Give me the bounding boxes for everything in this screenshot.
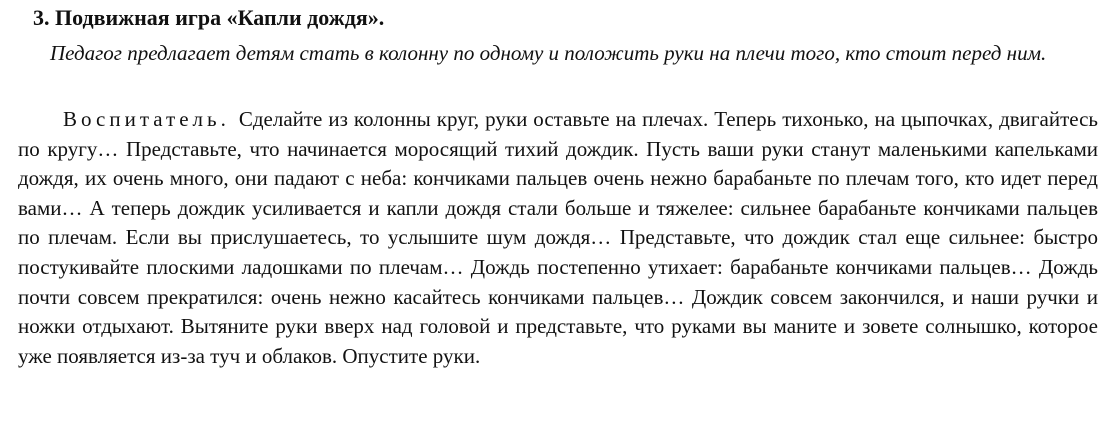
teacher-instruction: Педагог предлагает детям стать в колонну по одному и положить руки на плечи того, кто стоит перед ним. xyxy=(50,41,1047,65)
speech-text: Сделайте из колонны круг, руки оставьте на плечах. Теперь тихонько, на цыпочках, двигайтесь по кругу… Представьте, что начинается моросящий тихий дождик. Пусть ваши руки станут маленькими капельками дождя, их очень много, они падают с неба: кончиками пальцев очень нежно барабаньте по плечам того, кто идет перед вами… А теперь дождик усиливается и капли дождя стали больше и тяжелее: сильнее барабаньте кончиками пальцев по плечам. Если вы прислушаетесь, то услышите шум дождя… Представьте, что дождик стал еще сильнее: быстро постукивайте плоскими ладошками по плечам… Дождь постепенно утихает: барабаньте кончиками пальцев… Дождь почти совсем прекратился: очень нежно касайтесь кончиками пальцев… Дождик совсем закончился, и наши ручки и ножки отдыхают. Вытяните руки вверх над головой и представьте, что руками вы маните и зовете солнышко, которое уже появляется из-за туч и облаков. Опустите руки. xyxy=(18,107,1098,368)
section-heading: 3. Подвижная игра «Капли дождя». xyxy=(33,5,385,30)
teacher-speech-paragraph xyxy=(18,105,1098,371)
speaker-label: Воспитатель. xyxy=(63,107,230,131)
